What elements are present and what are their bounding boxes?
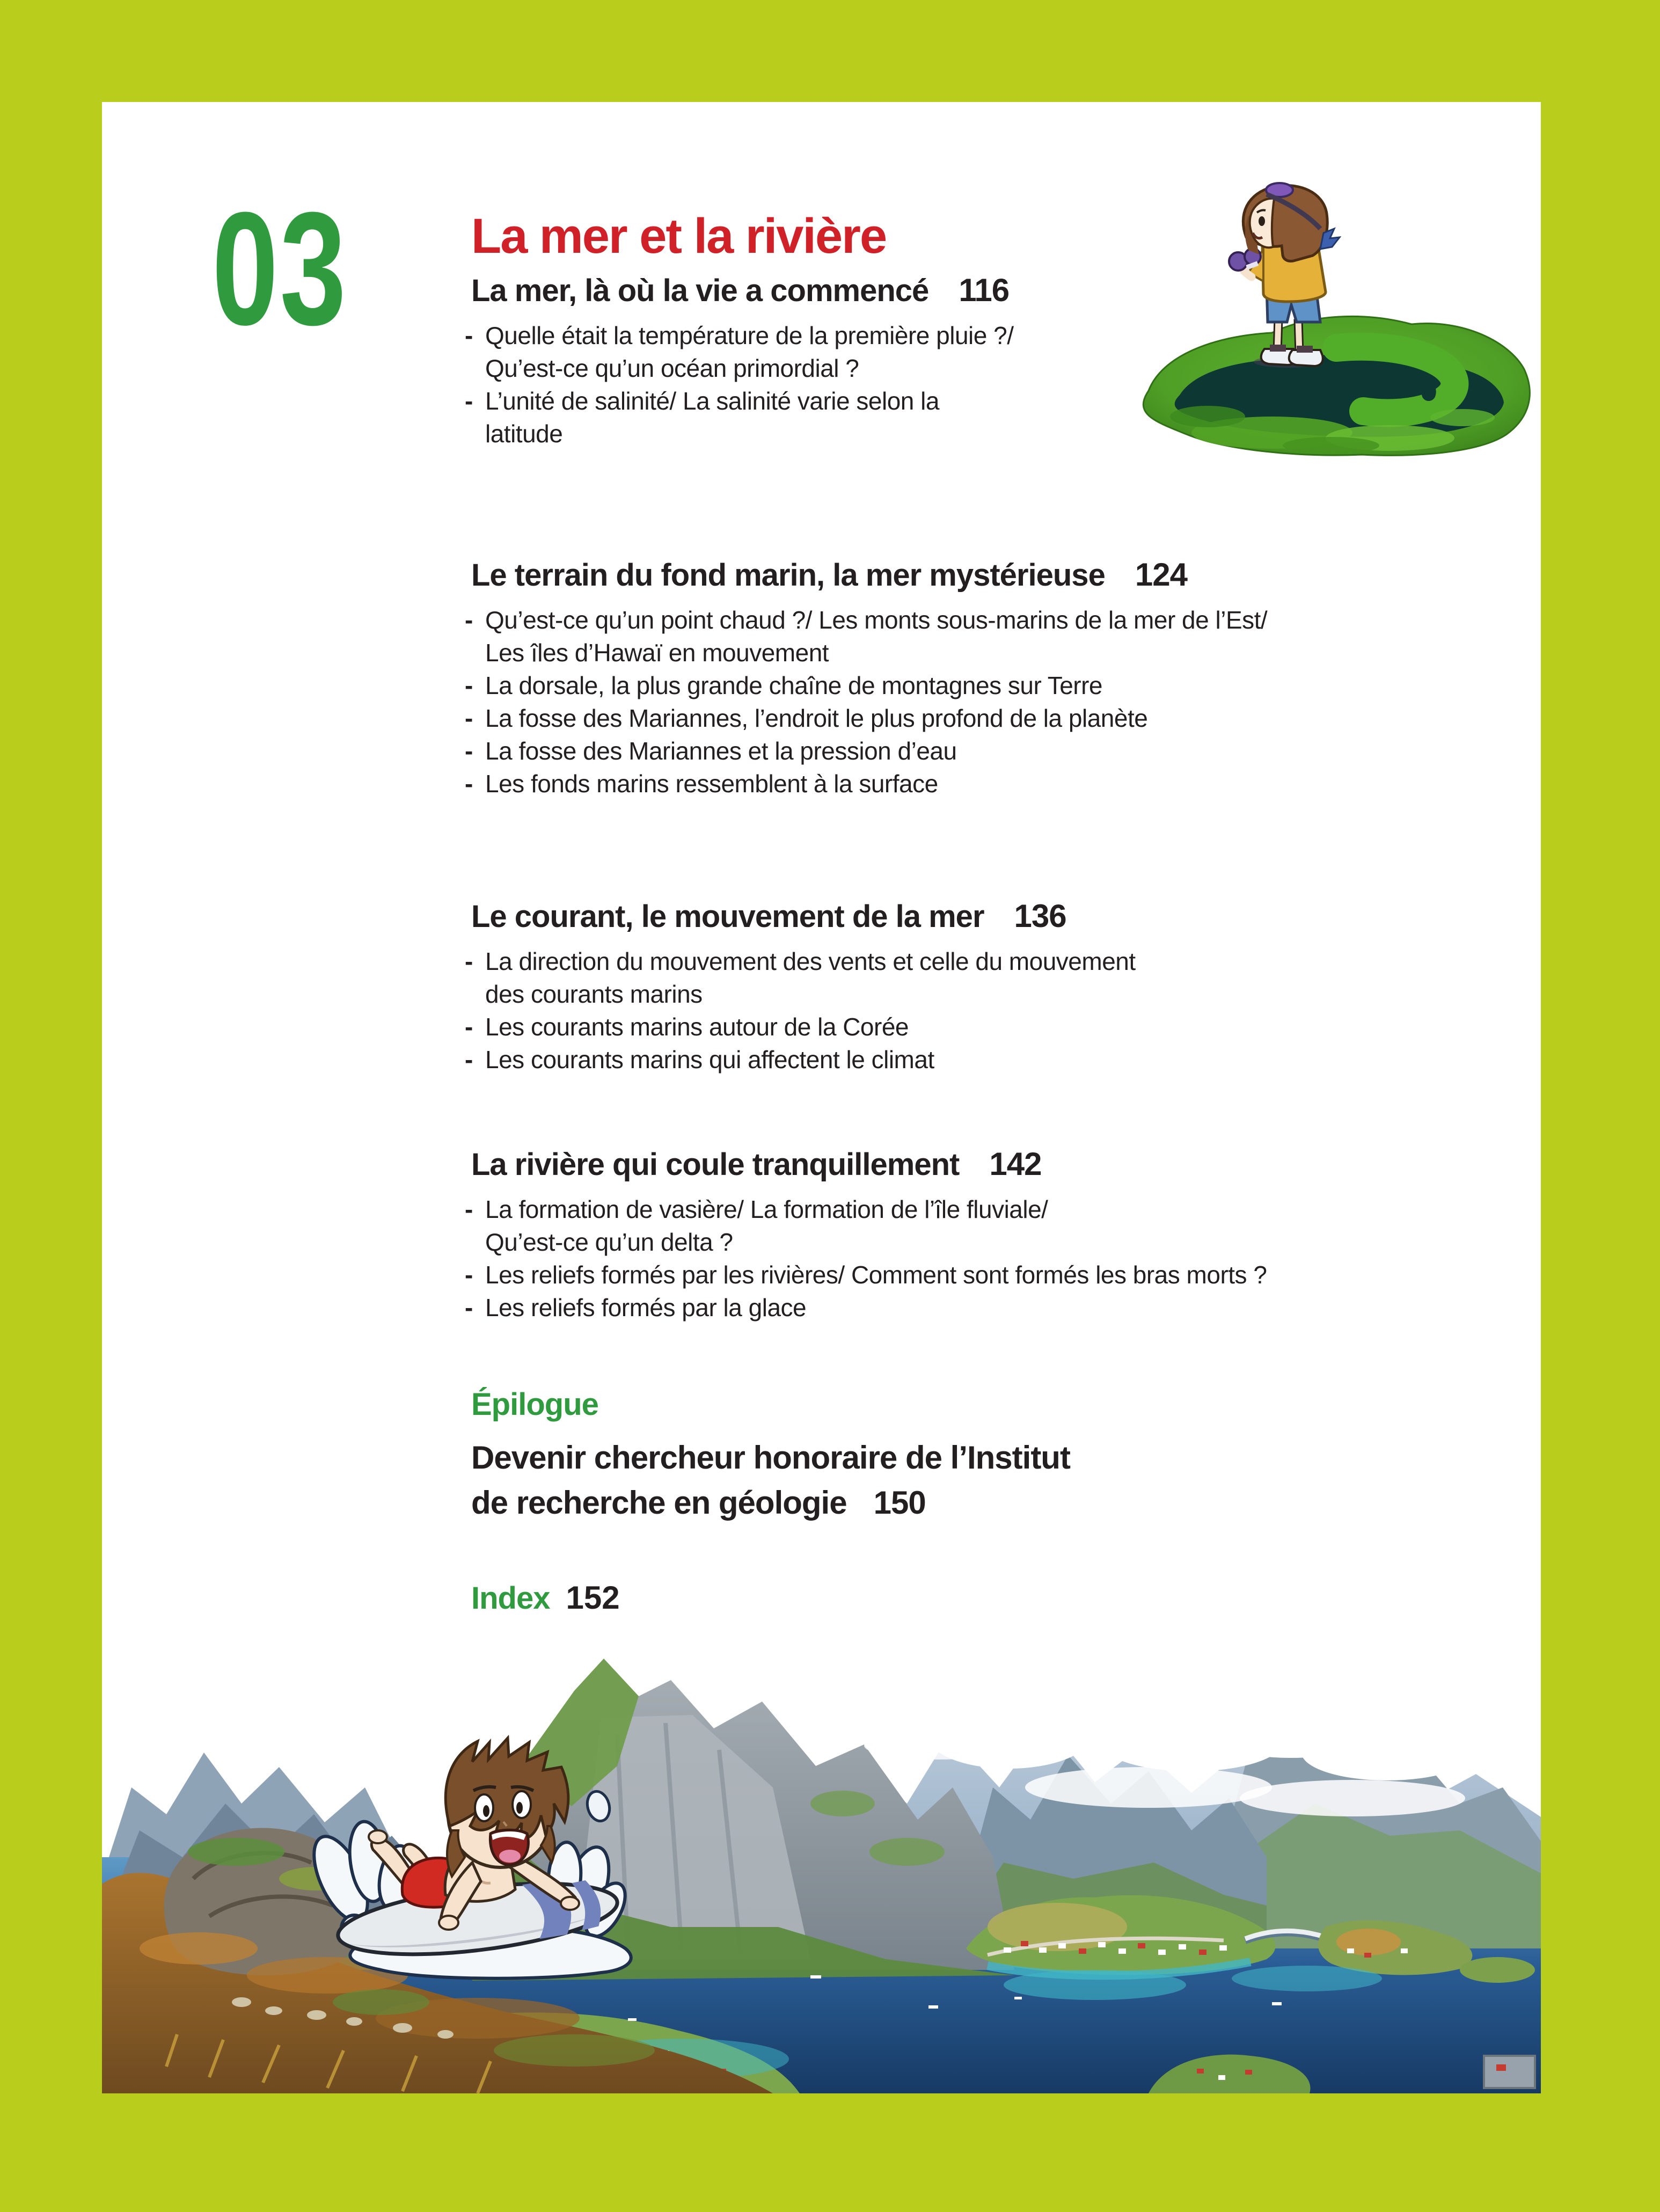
toc-item	[465, 1259, 1267, 1291]
item-line: Les courants marins autour de la Corée	[485, 1013, 909, 1041]
epilogue-line-text: de recherche en géologie	[471, 1485, 847, 1521]
chapter-number: 03	[212, 178, 348, 359]
section-heading	[471, 1145, 1267, 1184]
index-label: Index	[471, 1581, 550, 1616]
dash-bullet: -	[465, 322, 473, 349]
item-line: La direction du mouvement des vents et celle du mouvement	[485, 947, 1136, 975]
section-page-number: 136	[1014, 898, 1066, 934]
algae-pond	[1143, 316, 1530, 455]
dash-bullet: -	[465, 1195, 473, 1223]
dash-bullet: -	[465, 387, 473, 415]
dash-bullet: -	[465, 704, 473, 732]
toc-item	[465, 604, 1267, 669]
dash-bullet: -	[465, 770, 473, 798]
item-line: Les reliefs formés par les rivières/ Comment sont formés les bras morts ?	[485, 1261, 1267, 1289]
toc-item	[465, 1291, 1267, 1324]
toc-item	[465, 669, 1267, 702]
item-lines	[485, 1193, 1048, 1259]
section-title: Le courant, le mouvement de la mer	[471, 899, 984, 934]
toc-item	[465, 768, 1267, 800]
section-title: La mer, là où la vie a commencé	[471, 273, 929, 308]
section-page-number: 142	[989, 1146, 1042, 1182]
section-title: Le terrain du fond marin, la mer mystérieuse	[471, 558, 1105, 593]
index-row	[471, 1579, 620, 1616]
item-lines	[485, 735, 957, 768]
dash-bullet: -	[465, 671, 473, 699]
item-lines	[485, 604, 1267, 669]
chapter-title: La mer et la rivière	[471, 209, 887, 264]
item-line: Les reliefs formés par la glace	[485, 1294, 807, 1322]
item-line: La dorsale, la plus grande chaîne de montagnes sur Terre	[485, 671, 1103, 699]
item-line: Quelle était la température de la première pluie ?/	[485, 322, 1014, 349]
dash-bullet: -	[465, 1046, 473, 1074]
toc-item	[465, 1011, 1136, 1043]
item-line: Qu’est-ce qu’un océan primordial ?	[485, 354, 859, 382]
section-page-number: 124	[1135, 557, 1187, 593]
dash-bullet: -	[465, 737, 473, 765]
item-line: L’unité de salinité/ La salinité varie selon la	[485, 387, 939, 415]
section-page-number: 116	[959, 272, 1010, 308]
item-lines	[485, 319, 1014, 385]
fjord-photo-illustration	[102, 1626, 1541, 2093]
item-line: La fosse des Mariannes et la pression d’eau	[485, 737, 957, 765]
toc-item	[465, 735, 1267, 768]
epilogue-label: Épilogue	[471, 1387, 598, 1422]
dash-bullet: -	[465, 1013, 473, 1041]
dash-bullet: -	[465, 947, 473, 975]
index-page-number: 152	[566, 1580, 620, 1616]
toc-section-riviere	[465, 1145, 1267, 1324]
section-title: La rivière qui coule tranquillement	[471, 1147, 960, 1182]
epilogue-line	[471, 1480, 1070, 1525]
section-heading	[471, 556, 1267, 594]
dock	[1484, 2056, 1535, 2088]
dash-bullet: -	[465, 1261, 473, 1289]
item-line: La formation de vasière/ La formation de l’île fluviale/	[485, 1195, 1048, 1223]
item-line: Les îles d’Hawaï en mouvement	[485, 639, 829, 667]
pond-character-illustration	[1111, 181, 1540, 566]
dash-bullet: -	[465, 1294, 473, 1322]
item-lines	[485, 669, 1102, 702]
item-line: Qu’est-ce qu’un delta ?	[485, 1228, 733, 1256]
item-line: Qu’est-ce qu’un point chaud ?/ Les monts sous-marins de la mer de l’Est/	[485, 606, 1268, 634]
toc-item	[465, 385, 1014, 450]
item-lines	[485, 1043, 934, 1076]
toc-item	[465, 1043, 1136, 1076]
item-lines	[485, 1011, 909, 1043]
item-line: Les courants marins qui affectent le climat	[485, 1046, 934, 1074]
item-lines	[485, 385, 939, 450]
toc-section-mer	[465, 272, 1014, 450]
item-line: Les fonds marins ressemblent à la surface	[485, 770, 938, 798]
paper	[102, 102, 1541, 2093]
item-lines	[485, 945, 1136, 1011]
item-line: latitude	[485, 420, 563, 448]
epilogue-block	[465, 1386, 1070, 1525]
toc-section-fond-marin	[465, 556, 1267, 800]
item-lines	[485, 1259, 1267, 1291]
toc-item	[465, 1193, 1267, 1259]
toc-item	[465, 945, 1136, 1011]
item-lines	[485, 768, 938, 800]
item-line: La fosse des Mariannes, l’endroit le plus profond de la planète	[485, 704, 1148, 732]
epilogue-line: Devenir chercheur honoraire de l’Institut	[471, 1440, 1070, 1476]
toc-section-courant	[465, 897, 1136, 1076]
item-lines	[485, 1291, 806, 1324]
section-heading	[471, 897, 1136, 936]
toc-item	[465, 702, 1267, 735]
toc-item	[465, 319, 1014, 385]
item-line: des courants marins	[485, 980, 703, 1008]
epilogue-page-number: 150	[873, 1485, 926, 1521]
item-lines	[485, 702, 1147, 735]
dash-bullet: -	[465, 606, 473, 634]
section-heading	[471, 272, 1014, 310]
